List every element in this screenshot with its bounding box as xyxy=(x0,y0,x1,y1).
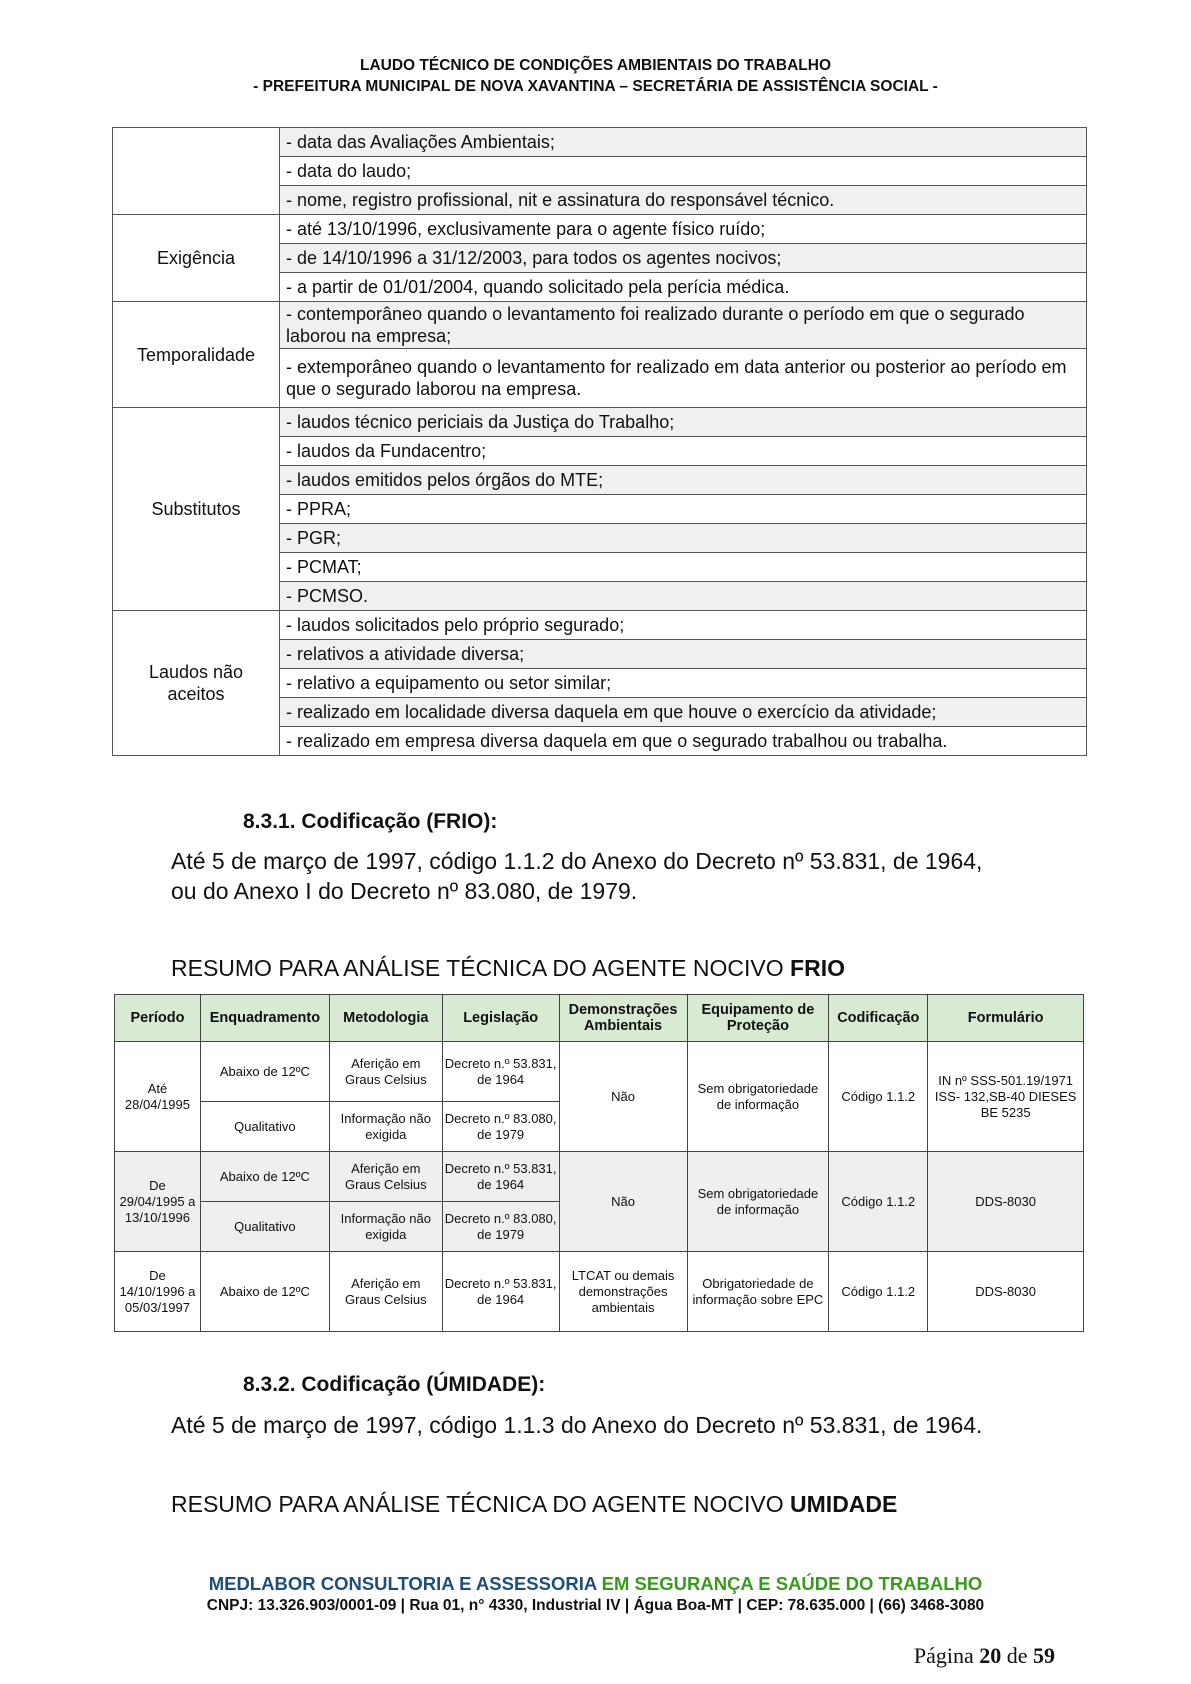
cell-enquadramento: Abaixo de 12ºC xyxy=(200,1152,329,1202)
table-item: - relativo a equipamento ou setor similar; xyxy=(280,669,1087,698)
table-item: - laudos solicitados pelo próprio segurado; xyxy=(280,611,1087,640)
page-current: 20 xyxy=(979,1643,1002,1668)
cell-periodo: De 14/10/1996 a 05/03/1997 xyxy=(115,1252,201,1332)
cell-equipamento: Obrigatoriedade de informação sobre EPC xyxy=(687,1252,829,1332)
resumo-agent: FRIO xyxy=(790,955,845,981)
cell-metodologia: Informação não exigida xyxy=(329,1202,442,1252)
cell-metodologia: Aferição em Graus Celsius xyxy=(329,1252,442,1332)
paragraph-line: ou do Anexo I do Decreto nº 83.080, de 1979. xyxy=(171,878,638,904)
cell-demonstracoes: LTCAT ou demais demonstrações ambientais xyxy=(559,1252,687,1332)
table-item: - laudos da Fundacentro; xyxy=(280,437,1087,466)
footer-company-name: MEDLABOR CONSULTORIA E ASSESSORIA xyxy=(208,1573,597,1594)
cell-codificacao: Código 1.1.2 xyxy=(829,1252,928,1332)
table-item: - realizado em localidade diversa daquela em que houve o exercício da atividade; xyxy=(280,698,1087,727)
column-header: Demonstrações Ambientais xyxy=(559,995,687,1042)
footer-address: CNPJ: 13.326.903/0001-09 | Rua 01, n° 4330, Industrial IV | Água Boa-MT | CEP: 78.635.000 | (66) 3468-3080 xyxy=(206,1597,985,1614)
page-of: de xyxy=(1006,1643,1028,1668)
table-item: - contemporâneo quando o levantamento foi realizado durante o período em que o segurado laborou na empresa; xyxy=(280,302,1087,349)
table-item: - PGR; xyxy=(280,524,1087,553)
page-total: 59 xyxy=(1033,1643,1055,1668)
column-header: Período xyxy=(115,995,201,1042)
row-label-temporalidade: Temporalidade xyxy=(113,302,280,408)
cell-equipamento: Sem obrigatoriedade de informação xyxy=(687,1042,829,1152)
resumo-prefix: RESUMO PARA ANÁLISE TÉCNICA DO AGENTE NOCIVO xyxy=(171,1491,791,1517)
cell-enquadramento: Abaixo de 12ºC xyxy=(200,1042,329,1102)
header-title: LAUDO TÉCNICO DE CONDIÇÕES AMBIENTAIS DO TRABALHO xyxy=(359,57,832,74)
table-item: - laudos técnico periciais da Justiça do Trabalho; xyxy=(280,408,1087,437)
resumo-agent: UMIDADE xyxy=(790,1491,898,1517)
table-item: - extemporâneo quando o levantamento for realizado em data anterior ou posterior ao período em que o segurado laborou na empresa. xyxy=(280,349,1087,408)
cell-equipamento: Sem obrigatoriedade de informação xyxy=(687,1152,829,1252)
blank-label-cell xyxy=(113,128,280,215)
column-header: Metodologia xyxy=(329,995,442,1042)
frio-summary-table xyxy=(114,994,1084,1332)
cell-metodologia: Aferição em Graus Celsius xyxy=(329,1042,442,1102)
column-header: Enquadramento xyxy=(200,995,329,1042)
cell-periodo: Até 28/04/1995 xyxy=(115,1042,201,1152)
cell-demonstracoes: Não xyxy=(559,1152,687,1252)
cell-demonstracoes: Não xyxy=(559,1042,687,1152)
page-number xyxy=(914,1643,1055,1669)
cell-periodo: De 29/04/1995 a 13/10/1996 xyxy=(115,1152,201,1252)
cell-formulario: DDS-8030 xyxy=(928,1152,1084,1252)
table-item: - até 13/10/1996, exclusivamente para o agente físico ruído; xyxy=(280,215,1087,244)
table-item: - PPRA; xyxy=(280,495,1087,524)
cell-codificacao: Código 1.1.2 xyxy=(829,1042,928,1152)
paragraph-line: Até 5 de março de 1997, código 1.1.2 do Anexo do Decreto nº 53.831, de 1964, xyxy=(171,848,983,874)
table-item: - data das Avaliações Ambientais; xyxy=(280,128,1087,157)
column-header: Formulário xyxy=(928,995,1084,1042)
requirements-table xyxy=(112,127,1087,756)
row-label-exigencia: Exigência xyxy=(113,215,280,302)
footer-company xyxy=(0,1573,1191,1595)
cell-enquadramento: Qualitativo xyxy=(200,1202,329,1252)
page-word: Página xyxy=(913,1643,974,1668)
cell-legislacao: Decreto n.º 83.080, de 1979 xyxy=(442,1102,559,1152)
cell-legislacao: Decreto n.º 53.831, de 1964 xyxy=(442,1252,559,1332)
section-title-frio: 8.3.1. Codificação (FRIO): xyxy=(243,810,498,833)
cell-legislacao: Decreto n.º 53.831, de 1964 xyxy=(442,1042,559,1102)
table-item: - PCMAT; xyxy=(280,553,1087,582)
cell-enquadramento: Abaixo de 12ºC xyxy=(200,1252,329,1332)
column-header: Legislação xyxy=(442,995,559,1042)
resumo-prefix: RESUMO PARA ANÁLISE TÉCNICA DO AGENTE NOCIVO xyxy=(171,955,791,981)
column-header: Codificação xyxy=(829,995,928,1042)
cell-codificacao: Código 1.1.2 xyxy=(829,1152,928,1252)
table-item: - nome, registro profissional, nit e assinatura do responsável técnico. xyxy=(280,186,1087,215)
row-label-laudos-nao-aceitos xyxy=(113,611,280,756)
table-item: - de 14/10/1996 a 31/12/2003, para todos os agentes nocivos; xyxy=(280,244,1087,273)
section-title-umidade: 8.3.2. Codificação (ÚMIDADE): xyxy=(243,1373,546,1396)
cell-metodologia: Informação não exigida xyxy=(329,1102,442,1152)
cell-legislacao: Decreto n.º 53.831, de 1964 xyxy=(442,1152,559,1202)
table-item: - data do laudo; xyxy=(280,157,1087,186)
paragraph-line: Até 5 de março de 1997, código 1.1.3 do Anexo do Decreto nº 53.831, de 1964. xyxy=(171,1412,983,1438)
row-label-substitutos: Substitutos xyxy=(113,408,280,611)
label-line: aceitos xyxy=(167,684,225,704)
table-item: - PCMSO. xyxy=(280,582,1087,611)
column-header: Equipamento de Proteção xyxy=(687,995,829,1042)
cell-metodologia: Aferição em Graus Celsius xyxy=(329,1152,442,1202)
table-item: - laudos emitidos pelos órgãos do MTE; xyxy=(280,466,1087,495)
table-item: - realizado em empresa diversa daquela em que o segurado trabalhou ou trabalha. xyxy=(280,727,1087,756)
cell-enquadramento: Qualitativo xyxy=(200,1102,329,1152)
table-item: - a partir de 01/01/2004, quando solicitado pela perícia médica. xyxy=(280,273,1087,302)
footer-company-tagline: EM SEGURANÇA E SAÚDE DO TRABALHO xyxy=(601,1573,983,1594)
table-item: - relativos a atividade diversa; xyxy=(280,640,1087,669)
label-line: Laudos não xyxy=(148,662,244,682)
cell-formulario: DDS-8030 xyxy=(928,1252,1084,1332)
cell-legislacao: Decreto n.º 83.080, de 1979 xyxy=(442,1202,559,1252)
cell-formulario: IN nº SSS-501.19/1971 ISS- 132,SB-40 DIESES BE 5235 xyxy=(928,1042,1084,1152)
resumo-heading-umidade xyxy=(171,1491,897,1518)
resumo-heading-frio xyxy=(171,955,845,982)
header-subtitle: - PREFEITURA MUNICIPAL DE NOVA XAVANTINA – SECRETÁRIA DE ASSISTÊNCIA SOCIAL - xyxy=(253,78,938,95)
